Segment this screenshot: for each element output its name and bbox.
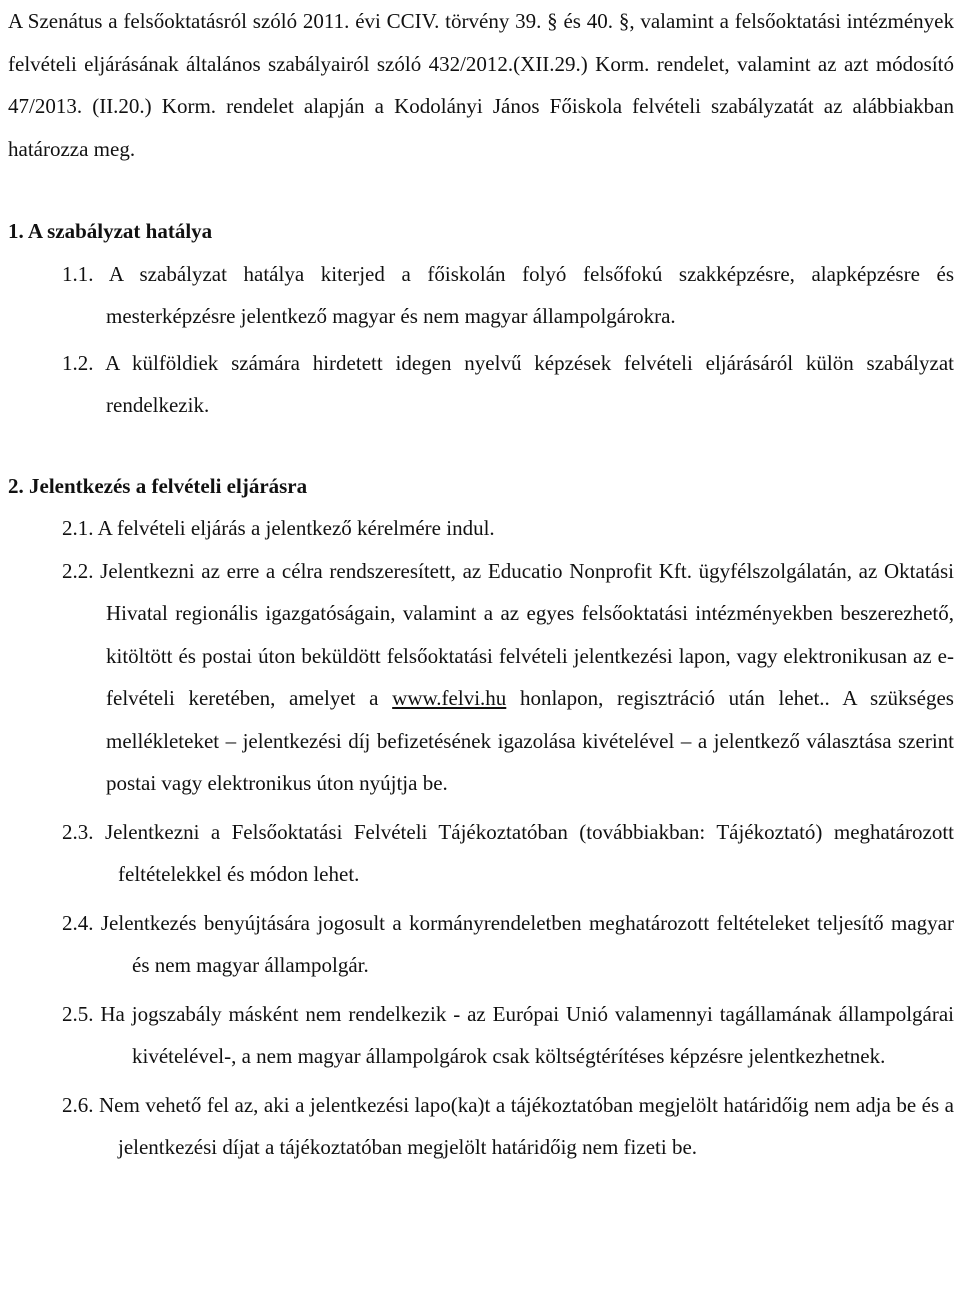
item-2-1: 2.1. A felvételi eljárás a jelentkező kérelmére indul. [62, 516, 495, 540]
item-2-2-text-after: honlapon, regisztráció után lehet.. A szükséges mellékleteket – jelentkezési díj befizetésének igazolása kivételével – a jelentkező választása szerint postai vagy elektronikus úton nyújtja be. [106, 686, 954, 795]
felvi-link[interactable]: www.felvi.hu [392, 686, 507, 710]
item-2-5: 2.5. Ha jogszabály másként nem rendelkezik - az Európai Unió valamennyi tagállamának állampolgárai kivételével-, a nem magyar állampolgárok csak költségtérítéses képzésre jelentkezhetnek. [62, 1001, 954, 1068]
item-1-1: 1.1. A szabályzat hatálya kiterjed a főiskolán folyó felsőfokú szakképzésre, alapképzésre és mesterképzésre jelentkező magyar és nem magyar állampolgárokra. [62, 261, 954, 328]
item-2-4: 2.4. Jelentkezés benyújtására jogosult a kormányrendeletben meghatározott feltételeket teljesítő magyar és nem magyar állampolgár. [62, 910, 954, 977]
item-2-2-text-before: 2.2. Jelentkezni az erre a célra rendszeresített, az Educatio Nonprofit Kft. ügyfélszolgálatán, az Oktatási Hivatal regionális igazgatóságain, valamint a az egyes felsőoktatási intézményekben beszerezhető, kitöltött és postai úton beküldött felsőoktatási felvételi jelentkezési lapon, vagy elektronikusan az e-felvételi keretében, amelyet a [62, 558, 954, 710]
item-2-6: 2.6. Nem vehető fel az, aki a jelentkezési lapo(ka)t a tájékoztatóban megjelölt határidőig nem adja be és a jelentkezési díjat a tájékoztatóban megjelölt határidőig nem fizeti be. [62, 1092, 954, 1159]
item-2-2 [8, 550, 954, 805]
item-1-2: 1.2. A külföldiek számára hirdetett idegen nyelvű képzések felvételi eljárásáról külön szabályzat rendelkezik. [62, 350, 954, 417]
section-2-heading: 2. Jelentkezés a felvételi eljárásra [8, 473, 308, 498]
section-1-heading: 1. A szabályzat hatálya [8, 219, 213, 243]
intro-paragraph: A Szenátus a felsőoktatásról szóló 2011. évi CCIV. törvény 39. § és 40. §, valamint a felsőoktatási intézmények felvételi eljárásának általános szabályairól szóló 432/2012.(XII.29.) Korm. rendelet, valamint az azt módosító 47/2013. (II.20.) Korm. rendelet alapján a Kodolányi János Főiskola felvételi szabályzatát az alábbiakban határozza meg. [8, 9, 954, 161]
item-2-3: 2.3. Jelentkezni a Felsőoktatási Felvételi Tájékoztatóban (továbbiakban: Tájékoztató) meghatározott feltételekkel és módon lehet. [62, 819, 954, 886]
